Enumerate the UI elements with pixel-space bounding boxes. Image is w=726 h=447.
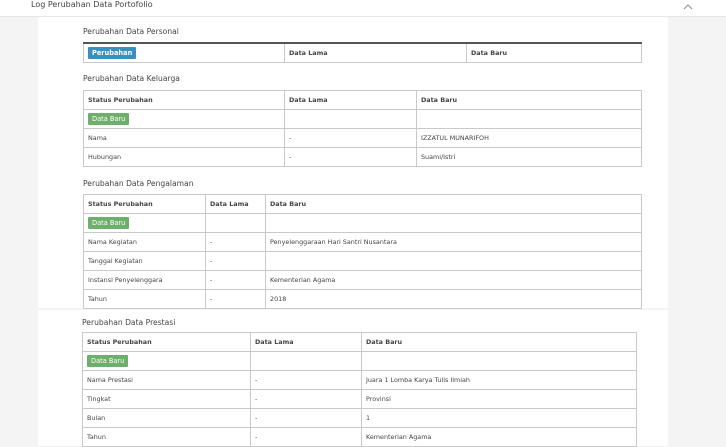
table-header-row bbox=[84, 91, 642, 110]
table-cell: Penyelenggaraan Hari Santri Nusantara bbox=[266, 233, 642, 252]
table-cell: - bbox=[206, 290, 266, 309]
table-cell: IZZATUL MUNARIFOH bbox=[417, 129, 642, 148]
table-cell: - bbox=[251, 371, 362, 390]
table-cell: Nama bbox=[84, 129, 285, 148]
section-title-pengalaman: Perubahan Data Pengalaman bbox=[83, 179, 194, 188]
table-header-row bbox=[84, 43, 642, 63]
table-cell: 2018 bbox=[266, 290, 642, 309]
table-cell bbox=[285, 110, 417, 129]
section-title-keluarga: Perubahan Data Keluarga bbox=[83, 74, 180, 83]
table-cell bbox=[362, 352, 637, 371]
table-cell: - bbox=[206, 252, 266, 271]
header-cell: Status Perubahan bbox=[84, 195, 206, 214]
table-row bbox=[83, 390, 637, 409]
header-cell: Status Perubahan bbox=[84, 91, 285, 110]
table-cell: - bbox=[206, 233, 266, 252]
table-cell: - bbox=[251, 390, 362, 409]
table-cell bbox=[84, 110, 285, 129]
prestasi-table bbox=[82, 332, 637, 447]
table-cell: - bbox=[206, 271, 266, 290]
keluarga-table bbox=[83, 90, 642, 167]
header-cell: Data Lama bbox=[206, 195, 266, 214]
log-card-top bbox=[38, 17, 668, 308]
header-cell: Data Lama bbox=[285, 43, 467, 63]
section-title-prestasi: Perubahan Data Prestasi bbox=[82, 318, 176, 327]
table-row bbox=[84, 252, 642, 271]
table-row bbox=[84, 214, 642, 233]
page-title: Log Perubahan Data Portofolio bbox=[31, 0, 153, 9]
pengalaman-table bbox=[83, 194, 642, 309]
table-row bbox=[83, 352, 637, 371]
table-row bbox=[83, 428, 637, 447]
header-cell bbox=[84, 43, 285, 63]
table-row bbox=[84, 271, 642, 290]
chevron-up-icon[interactable] bbox=[682, 2, 694, 12]
data-baru-badge: Data Baru bbox=[87, 355, 128, 367]
table-cell: Juara 1 Lomba Karya Tulis Ilmiah bbox=[362, 371, 637, 390]
table-row bbox=[84, 233, 642, 252]
table-cell: Hubungan bbox=[84, 148, 285, 167]
table-cell: Tahun bbox=[83, 428, 251, 447]
header-cell: Data Lama bbox=[251, 333, 362, 352]
header-cell: Data Baru bbox=[417, 91, 642, 110]
personal-table bbox=[83, 42, 642, 63]
table-row bbox=[83, 409, 637, 428]
table-cell: Tingkat bbox=[83, 390, 251, 409]
header-cell: Data Lama bbox=[285, 91, 417, 110]
table-cell: Nama Kegiatan bbox=[84, 233, 206, 252]
table-cell: - bbox=[285, 148, 417, 167]
table-header-row bbox=[83, 333, 637, 352]
table-row bbox=[84, 148, 642, 167]
change-badge: Perubahan bbox=[88, 47, 136, 59]
table-row bbox=[84, 129, 642, 148]
table-cell bbox=[251, 352, 362, 371]
header-cell: Data Baru bbox=[266, 195, 642, 214]
table-row bbox=[84, 110, 642, 129]
log-card-bottom bbox=[38, 310, 668, 446]
table-cell: Provinsi bbox=[362, 390, 637, 409]
portfolio-log-header[interactable] bbox=[0, 0, 726, 17]
table-row bbox=[84, 290, 642, 309]
header-cell: Data Baru bbox=[362, 333, 637, 352]
table-cell: Kementerian Agama bbox=[362, 428, 637, 447]
table-cell: - bbox=[251, 409, 362, 428]
table-cell: Instansi Penyelenggara bbox=[84, 271, 206, 290]
data-baru-badge: Data Baru bbox=[88, 113, 129, 125]
table-cell: Tahun bbox=[84, 290, 206, 309]
table-header-row bbox=[84, 195, 642, 214]
header-cell: Status Perubahan bbox=[83, 333, 251, 352]
table-cell bbox=[266, 252, 642, 271]
table-cell: Bulan bbox=[83, 409, 251, 428]
table-cell: Kementerian Agama bbox=[266, 271, 642, 290]
table-cell: Nama Prestasi bbox=[83, 371, 251, 390]
section-title-personal: Perubahan Data Personal bbox=[83, 27, 179, 36]
table-cell bbox=[266, 214, 642, 233]
data-baru-badge: Data Baru bbox=[88, 217, 129, 229]
table-row bbox=[83, 371, 637, 390]
header-cell: Data Baru bbox=[467, 43, 642, 63]
table-cell bbox=[83, 352, 251, 371]
table-cell bbox=[206, 214, 266, 233]
table-cell: Tanggal Kegiatan bbox=[84, 252, 206, 271]
table-cell: Suami/Istri bbox=[417, 148, 642, 167]
table-cell: 1 bbox=[362, 409, 637, 428]
table-cell bbox=[84, 214, 206, 233]
table-cell: - bbox=[251, 428, 362, 447]
table-cell: - bbox=[285, 129, 417, 148]
table-cell bbox=[417, 110, 642, 129]
